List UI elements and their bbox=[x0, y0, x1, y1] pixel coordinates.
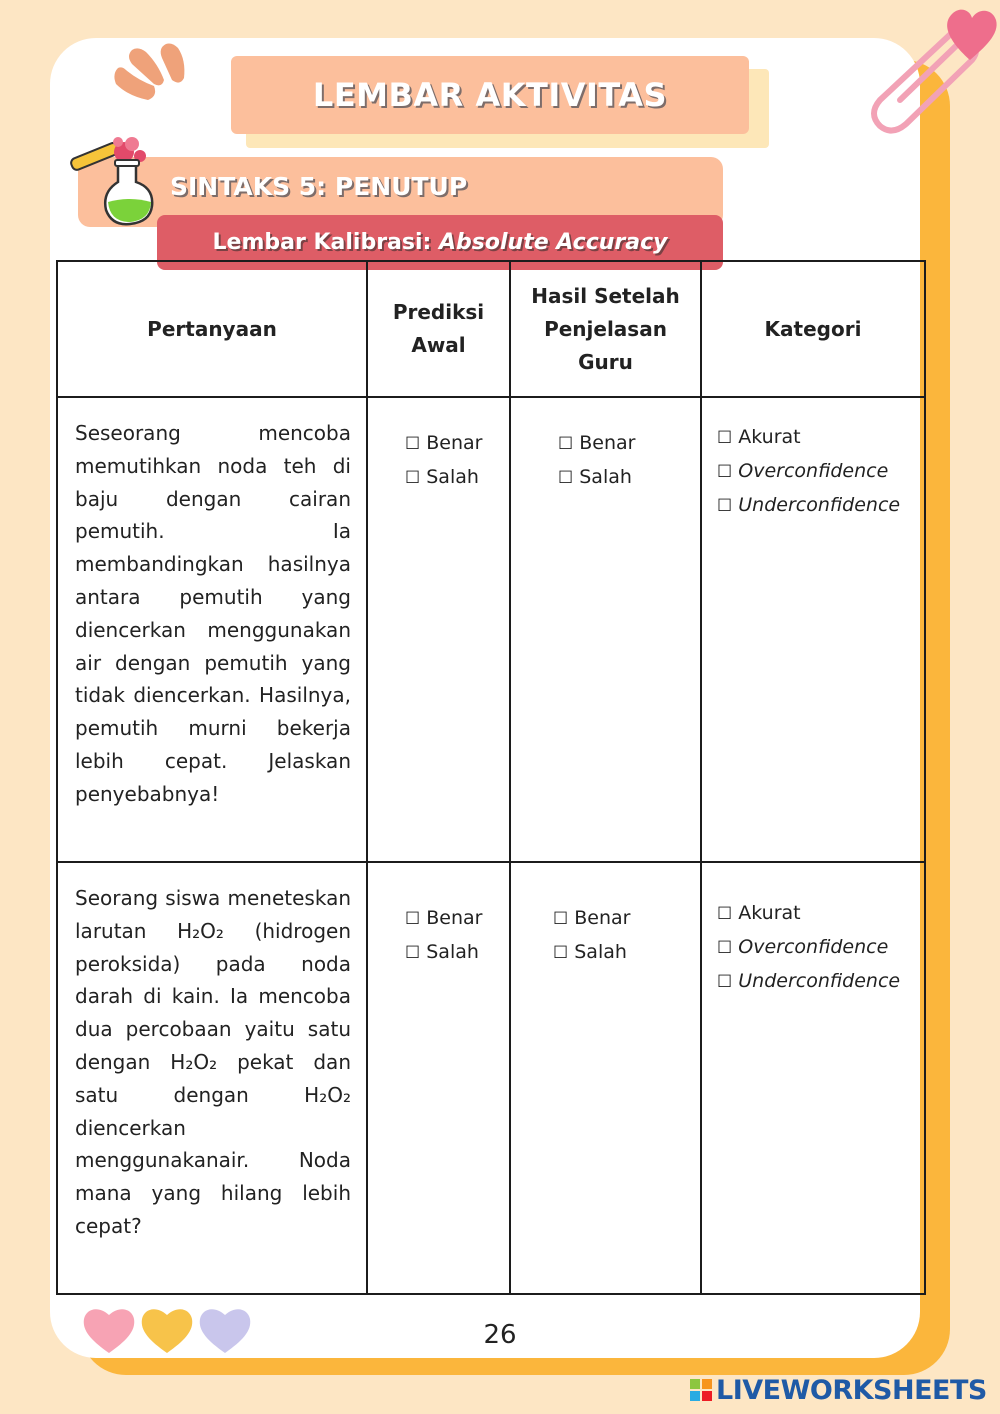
kalibrasi-label: Lembar Kalibrasi: bbox=[212, 230, 432, 255]
option-label: Benar bbox=[426, 432, 483, 454]
prediksi-cell bbox=[367, 397, 510, 862]
paperclip-heart-icon bbox=[860, 0, 1000, 140]
checkbox-icon[interactable]: ☐ bbox=[717, 462, 733, 482]
hasil-option-benar[interactable] bbox=[558, 427, 699, 461]
table-row bbox=[57, 862, 925, 1294]
kategori-option-underconfidence[interactable] bbox=[717, 965, 923, 999]
col-header-prediksi: Prediksi Awal bbox=[367, 261, 510, 397]
heart-icon bbox=[142, 1309, 193, 1353]
checkbox-icon[interactable]: ☐ bbox=[553, 943, 569, 963]
burst-icon bbox=[108, 40, 194, 106]
option-label: Overconfidence bbox=[738, 936, 889, 958]
option-label: Overconfidence bbox=[738, 460, 889, 482]
kalibrasi-heading bbox=[213, 230, 668, 255]
page-title: LEMBAR AKTIVITAS bbox=[312, 76, 668, 114]
option-label: Salah bbox=[426, 941, 479, 963]
option-label: Salah bbox=[579, 466, 632, 488]
checkbox-icon[interactable]: ☐ bbox=[405, 943, 421, 963]
option-label: Akurat bbox=[738, 902, 801, 924]
page-number: 26 bbox=[483, 1320, 517, 1350]
kategori-cell bbox=[701, 862, 925, 1294]
col-header-kategori: Kategori bbox=[701, 261, 925, 397]
heart-icon bbox=[84, 1309, 135, 1353]
kategori-option-overconfidence[interactable] bbox=[717, 931, 923, 965]
col-header-hasil: Hasil Setelah Penjelasan Guru bbox=[510, 261, 701, 397]
question-cell bbox=[57, 862, 367, 1294]
prediksi-option-benar[interactable] bbox=[405, 427, 508, 461]
table-row bbox=[57, 397, 925, 862]
liveworksheets-logo-icon bbox=[690, 1379, 712, 1401]
option-label: Benar bbox=[426, 907, 483, 929]
question-text: Seseorang mencoba memutihkan noda teh di baju dengan cairan pemutih. Ia membandingkan hasilnya antara pemutih yang diencerkan menggunakan air dengan pemutih yang tidak diencerkan. Hasilnya, pemutih murni bekerja lebih cepat. Jelaskan penyebabnya! bbox=[75, 421, 351, 806]
checkbox-icon[interactable]: ☐ bbox=[558, 434, 574, 454]
hasil-option-salah[interactable] bbox=[558, 461, 699, 495]
title-banner bbox=[231, 56, 749, 134]
kalibrasi-emphasis: Absolute Accuracy bbox=[439, 230, 668, 255]
checkbox-icon[interactable]: ☐ bbox=[405, 434, 421, 454]
option-label: Salah bbox=[574, 941, 627, 963]
option-label: Salah bbox=[426, 466, 479, 488]
prediksi-option-salah[interactable] bbox=[405, 461, 508, 495]
kategori-cell bbox=[701, 397, 925, 862]
checkbox-icon[interactable]: ☐ bbox=[717, 972, 733, 992]
checkbox-icon[interactable]: ☐ bbox=[717, 904, 733, 924]
brand-name: LIVEWORKSHEETS bbox=[716, 1374, 987, 1406]
table-header-row bbox=[57, 261, 925, 397]
prediksi-option-benar[interactable] bbox=[405, 902, 508, 936]
hasil-option-salah[interactable] bbox=[553, 936, 699, 970]
heart-icon bbox=[200, 1309, 251, 1353]
checkbox-icon[interactable]: ☐ bbox=[717, 496, 733, 516]
col-header-pertanyaan: Pertanyaan bbox=[57, 261, 367, 397]
option-label: Benar bbox=[579, 432, 636, 454]
sintaks-heading: SINTAKS 5: PENUTUP bbox=[170, 172, 468, 201]
option-label: Benar bbox=[574, 907, 631, 929]
activity-table bbox=[56, 260, 926, 1295]
flask-icon bbox=[66, 130, 166, 230]
question-cell bbox=[57, 397, 367, 862]
prediksi-option-salah[interactable] bbox=[405, 936, 508, 970]
checkbox-icon[interactable]: ☐ bbox=[558, 468, 574, 488]
hasil-cell bbox=[510, 862, 701, 1294]
kategori-option-underconfidence[interactable] bbox=[717, 489, 923, 523]
hasil-cell bbox=[510, 397, 701, 862]
checkbox-icon[interactable]: ☐ bbox=[717, 938, 733, 958]
kategori-option-akurat[interactable] bbox=[717, 421, 923, 455]
hasil-option-benar[interactable] bbox=[553, 902, 699, 936]
checkbox-icon[interactable]: ☐ bbox=[405, 909, 421, 929]
checkbox-icon[interactable]: ☐ bbox=[717, 428, 733, 448]
option-label: Underconfidence bbox=[738, 970, 901, 992]
kategori-option-akurat[interactable] bbox=[717, 897, 923, 931]
checkbox-icon[interactable]: ☐ bbox=[553, 909, 569, 929]
liveworksheets-brand bbox=[690, 1374, 987, 1406]
hearts-decoration bbox=[80, 1305, 255, 1355]
checkbox-icon[interactable]: ☐ bbox=[405, 468, 421, 488]
option-label: Akurat bbox=[738, 426, 801, 448]
option-label: Underconfidence bbox=[738, 494, 901, 516]
kategori-option-overconfidence[interactable] bbox=[717, 455, 923, 489]
question-text: Seorang siswa meneteskan larutan H₂O₂ (hidrogen peroksida) pada noda darah di kain. Ia mencoba dua percobaan yaitu satu dengan H₂O₂ pekat dan satu dengan H₂O₂ diencerkan menggunakanair. Noda mana yang hilang lebih cepat? bbox=[75, 886, 351, 1238]
prediksi-cell bbox=[367, 862, 510, 1294]
